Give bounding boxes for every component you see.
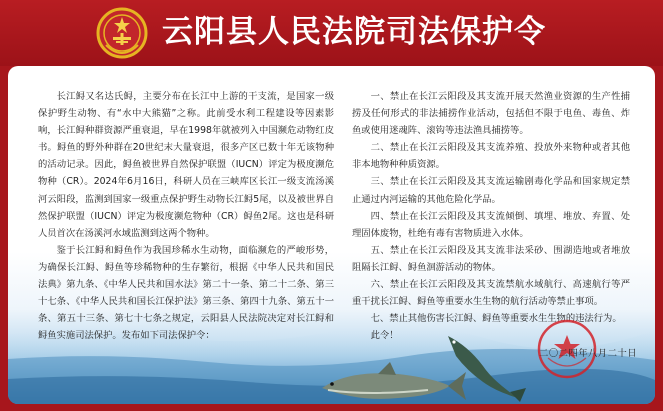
rule-item: 二、禁止在长江云阳段及其支流养殖、投放外来物种或者其他非本地物种种质资源。: [352, 142, 630, 171]
rule-item: 四、禁止在长江云阳段及其支流倾倒、填埋、堆放、弃置、处理固体废物，杜绝有毒有害物质进入水体。: [352, 210, 630, 239]
rule-item: 三、禁止在长江云阳段及其支流运输剧毒化学品和国家规定禁止通过内河运输的其他危险化学品。: [352, 176, 630, 205]
court-emblem-icon: [96, 7, 148, 59]
left-column: [38, 88, 334, 344]
rule-item: 五、禁止在长江云阳段及其支流非法采砂、围湖造地或者堆放阻隔长江鲟、鲟鱼洄游活动的物体。: [352, 244, 630, 273]
page-title: 云阳县人民法院司法保护令: [162, 14, 546, 50]
sturgeon-fish-icon: [318, 356, 468, 404]
decision-paragraph: 鉴于长江鲟和鲟鱼作为我国珍稀水生动物，面临濒危的严峻形势，为确保长江鲟、鲟鱼等珍稀物种的生存繁衍，根据《中华人民共和国民法典》第九条、《中华人民共和国水法》第二十一条、第二十二条、第三十七条、《中华人民共和国长江保护法》第三条、第四十九条、第五十一条、第五十三条、第七十七条之规定，云阳县人民法院决定对长江鲟和鲟鱼实施司法保护。发布如下司法保护令：: [38, 244, 334, 342]
rule-item: 一、禁止在长江云阳段及其支流开展天然渔业资源的生产性捕捞及任何形式的非法捕捞作业活动，包括但不限于电鱼、毒鱼、炸鱼或使用迷魂阵、滚钩等违法渔具捕捞等。: [352, 91, 630, 137]
content-panel: [8, 66, 655, 404]
rule-item: 六、禁止在长江云阳段及其支流禁航水域航行、高速航行等严重干扰长江鲟、鲟鱼等重要水生生物的航行活动等禁止事项。: [352, 279, 630, 308]
header-banner: [0, 0, 663, 66]
rule-item: 七、禁止其他伤害长江鲟、鲟鱼等重要水生生物的违法行为。: [370, 313, 622, 325]
right-column: [352, 88, 630, 344]
intro-paragraph: 长江鲟又名达氏鲟，主要分布在长江中上游的干支流，是国家一级保护野生动物、有“水中大熊猫”之称。此前受水利工程建设等因素影响，长江鲟种群资源严重衰退，早在1998年就被列入中国濒危动物红皮书。鲟鱼的野外种群在20世纪末大量衰退，很多产区已数十年无该物种的活动记录。因此，鲟鱼被世界自然保护联盟（IUCN）评定为极度濒危物种（CR）。2024年6月16日，科研人员在三峡库区长江一级支流汤溪河云阳段，监测到国家一级重点保护野生动物长江鲟5尾，以及被世界自然保护联盟（IUCN）评定为极度濒危物种（CR）鲟鱼2尾。这也是科研人员首次在汤溪河水域监测到这两个物种。: [38, 91, 334, 239]
issue-date: 二〇二四年八月二十日: [539, 348, 637, 359]
closing-text: 此令！: [370, 330, 399, 342]
